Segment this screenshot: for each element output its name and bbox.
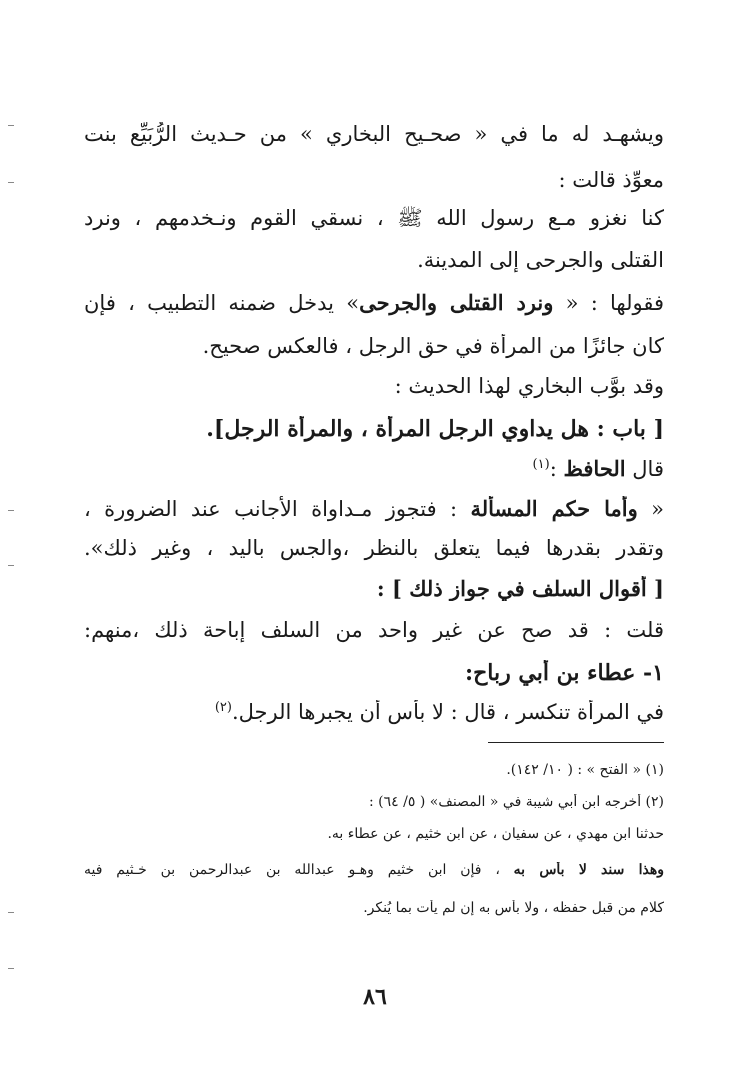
text-span: » يدخل ضمنه التطبيب ، فإن xyxy=(84,291,360,315)
text-span: في المرأة تنكسر ، قال : لا بأس أن يجبرها الرجل. xyxy=(231,700,664,724)
text-line xyxy=(84,700,664,725)
text-span: « xyxy=(637,497,664,521)
quoted-phrase: ونرد القتلى والجرحى xyxy=(359,290,554,315)
margin-mark xyxy=(8,182,14,183)
chapter-heading: [ باب : هل يداوي الرجل المرأة ، والمرأة الرجل]. xyxy=(206,416,664,442)
margin-mark xyxy=(8,510,14,511)
text-span: فقولها : « xyxy=(553,291,664,315)
section-heading: [ أقوال السلف في جواز ذلك ] : xyxy=(376,576,664,601)
text-line: القتلى والجرحى إلى المدينة. xyxy=(417,248,664,272)
author-name: الحافظ xyxy=(563,456,626,481)
text-line xyxy=(84,290,664,316)
text-line: كنا نغزو مـع رسول الله ﷺ ، نسقي القوم ونـخدمهم ، ونرد xyxy=(84,206,664,230)
margin-mark xyxy=(8,125,14,126)
margin-mark xyxy=(8,912,14,913)
bold-phrase: وأما حكم المسألة xyxy=(470,496,638,521)
margin-mark xyxy=(8,968,14,969)
text-span: ، فإن ابن خثيم وهـو عبدالله بن عبدالرحمن بن خـثيم فيه xyxy=(84,862,500,878)
text-line: قلت : قد صح عن غير واحد من السلف إباحة ذلك ،منهم: xyxy=(84,618,664,642)
text-span: : فتجوز مـداواة الأجانب عند الضرورة ، xyxy=(84,497,471,521)
footnote-ref: (٢) xyxy=(214,700,232,715)
page-number: ٨٦ xyxy=(363,984,387,1010)
footnote-line xyxy=(84,862,664,879)
text-span: : xyxy=(549,457,564,481)
text-line: كان جائزًا من المرأة في حق الرجل ، فالعكس صحيح. xyxy=(202,334,664,358)
footnote-separator xyxy=(488,742,664,743)
bold-phrase: وهذا سند لا بأس به xyxy=(513,862,664,878)
text-line: وتقدر بقدرها فيما يتعلق بالنظر ،والجس باليد ، وغير ذلك». xyxy=(84,536,664,560)
footnote-line: (١) « الفتح » : ( ١٠/ ١٤٢). xyxy=(506,762,664,778)
margin-mark xyxy=(8,565,14,566)
subheading: ١- عطاء بن أبي رباح: xyxy=(464,660,664,686)
footnote-line: كلام من قبل حفظه ، ولا بأس به إن لم يأت بما يُنكر. xyxy=(363,900,664,916)
text-span: قال xyxy=(625,457,664,481)
text-line xyxy=(84,456,664,482)
text-line xyxy=(84,496,664,522)
text-line: ويشهـد له ما في « صحـيح البخاري » من حـديث الرُّبَيِّع بنت xyxy=(84,122,664,146)
footnote-line: حدثنا ابن مهدي ، عن سفيان ، عن ابن خثيم ، عن عطاء به. xyxy=(327,826,664,842)
footnote-line: (٢) أخرجه ابن أبي شيبة في « المصنف» ( ٥/ ٦٤) : xyxy=(369,794,664,810)
footnote-ref: (١) xyxy=(532,457,550,472)
text-line: وقد بوَّب البخاري لهذا الحديث : xyxy=(394,374,664,398)
text-line: معوِّذ قالت : xyxy=(558,168,664,192)
